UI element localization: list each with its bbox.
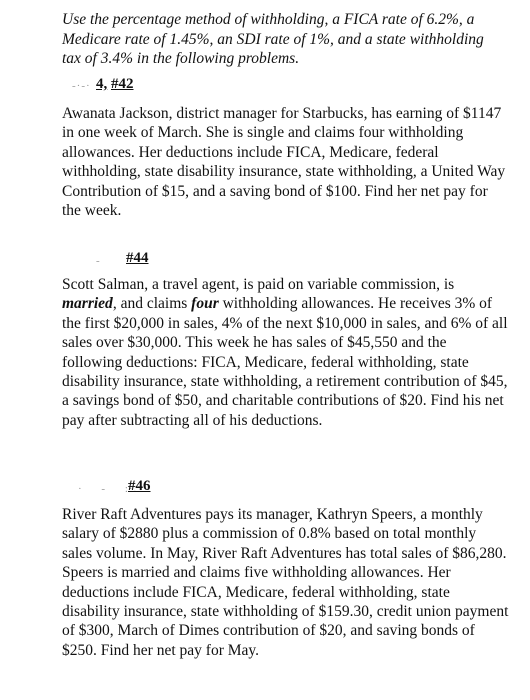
problem-label-46: #46 bbox=[128, 478, 151, 494]
problem-text-segment: , and claims bbox=[112, 295, 192, 313]
problem-label-44: #44 bbox=[126, 250, 149, 266]
problem-number: #42 bbox=[111, 76, 134, 92]
problem-label-prefix: 4, bbox=[96, 76, 108, 92]
scan-smudge: - bbox=[96, 255, 101, 267]
problem-text-42: Awanata Jackson, district manager for Starbucks, has earning of $1147 in one week of March. She is single and claims four withholding allowances. Her deductions include FICA, Medicare, federal withholding, state disability insurance, state withholding, a United Way Contribution of $15, and a saving bond of $100. Find her net pay for the week. bbox=[62, 105, 506, 220]
problem-text-segment: Scott Salman, a travel agent, is paid on variable commission, is bbox=[62, 276, 455, 293]
instructions-text: Use the percentage method of withholding, a FICA rate of 6.2%, a Medicare rate of 1.45%, an SDI rate of 1%, and a state withholding tax of 3.4% in the following problems. bbox=[62, 11, 484, 67]
scan-smudge: · - :·. bbox=[78, 483, 138, 495]
problem-text-46: River Raft Adventures pays its manager, Kathryn Speers, a monthly salary of $2880 plus a commission of 0.8% based on total monthly sales volume. In May, River Raft Adventures has total sales of $86,280. Speers is married and claims five withholding allowances. Her deductions include FICA, Medicare, federal withholding, state disability insurance, state withholding of $159.30, credit union payment of $300, March of Dimes contribution of $20, and saving bonds of $250. Find her net pay for May. bbox=[62, 506, 509, 659]
problem-text-emphasis: married bbox=[62, 295, 113, 313]
scan-smudge: -·-· bbox=[72, 80, 91, 92]
problem-text-segment: withholding allowances. He receives 3% of the first $20,000 in sales, 4% of the next $10,000 in sales, and 6% of all sales over $30,000. This week he has sales of $45,550 and the following deductions: FICA, Medicare, federal withholding, state disability insurance, state withholding, a retirement contribution of $45, a savings bond of $50, and charitable contributions of $20. Find his net pay after subtracting all of his deductions. bbox=[62, 295, 508, 429]
problem-text-emphasis: four bbox=[191, 295, 219, 313]
problem-label-42 bbox=[96, 76, 134, 93]
problem-text-44 bbox=[62, 275, 510, 430]
